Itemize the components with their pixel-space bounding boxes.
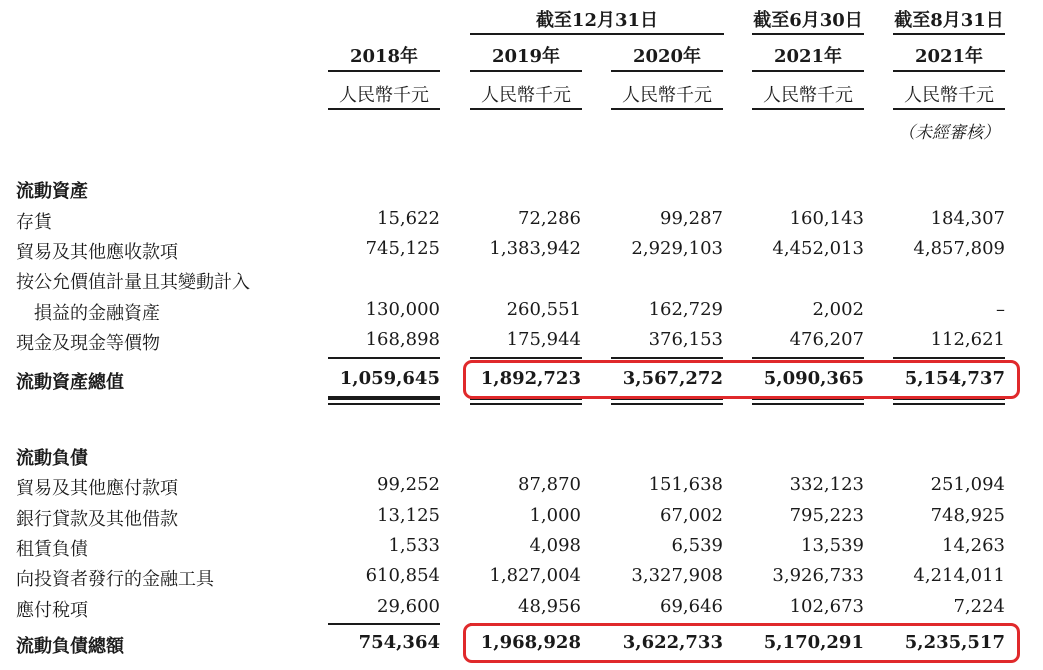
header-unit-2021-jun: 人民幣千元	[763, 85, 853, 106]
row-label-bank-loans: 銀行貸款及其他借款	[16, 509, 178, 530]
header-year-2020: 2020年	[632, 46, 702, 67]
row-label-trade-receivables: 貿易及其他應收款項	[16, 242, 178, 263]
year-underline-2021-jun	[752, 70, 864, 72]
cell: 4,214,011	[913, 565, 1005, 586]
cell: 2,002	[812, 299, 864, 320]
total-cell: 1,968,928	[480, 632, 581, 653]
cell: 99,287	[660, 208, 723, 229]
cell: 748,925	[930, 505, 1005, 526]
cell: 3,327,908	[631, 565, 723, 586]
row-label-total-current-liabilities: 流動負債總額	[16, 636, 124, 657]
row-label-inventories: 存貨	[16, 212, 52, 233]
header-year-2021-aug: 2021年	[914, 46, 984, 67]
header-group-jun30: 截至6月30日	[753, 10, 863, 31]
cell: 1,533	[388, 535, 440, 556]
cell: –	[996, 299, 1005, 320]
cell: 48,956	[518, 596, 581, 617]
total-cell: 5,170,291	[763, 632, 864, 653]
cell: 175,944	[506, 329, 581, 350]
cell: 69,646	[660, 596, 723, 617]
cell: 251,094	[930, 474, 1005, 495]
cell: 2,929,103	[631, 238, 723, 259]
cell: 112,621	[930, 329, 1005, 350]
year-underline-2018	[328, 70, 440, 72]
rule	[752, 357, 864, 359]
cell: 3,926,733	[772, 565, 864, 586]
header-year-2021-jun: 2021年	[773, 46, 843, 67]
total-cell: 1,059,645	[339, 368, 440, 389]
header-unit-2018: 人民幣千元	[339, 85, 429, 106]
row-label-cash: 現金及現金等價物	[16, 333, 160, 354]
rule	[328, 357, 440, 359]
cell: 130,000	[365, 299, 440, 320]
row-label-tax-payable: 應付稅項	[16, 600, 88, 621]
year-underline-2019	[470, 70, 582, 72]
cell: 72,286	[518, 208, 581, 229]
unit-underline-2021-jun	[752, 108, 864, 110]
rule	[470, 357, 582, 359]
double-rule	[893, 403, 1005, 405]
header-group-jun30-underline	[752, 33, 864, 35]
row-label-total-current-assets: 流動資產總值	[16, 372, 124, 393]
cell: 745,125	[365, 238, 440, 259]
cell: 332,123	[789, 474, 864, 495]
cell: 6,539	[671, 535, 723, 556]
cell: 610,854	[365, 565, 440, 586]
total-cell: 3,622,733	[622, 632, 723, 653]
year-underline-2021-aug	[893, 70, 1005, 72]
cell: 13,125	[377, 505, 440, 526]
rule	[328, 623, 440, 625]
section-title-current-assets: 流動資產	[16, 181, 88, 202]
unit-underline-2021-aug	[893, 108, 1005, 110]
rule	[893, 357, 1005, 359]
cell: 160,143	[789, 208, 864, 229]
cell: 67,002	[660, 505, 723, 526]
header-year-2018: 2018年	[349, 46, 419, 67]
cell: 1,000	[529, 505, 581, 526]
cell: 162,729	[648, 299, 723, 320]
header-unit-2021-aug: 人民幣千元	[904, 85, 994, 106]
unit-underline-2019	[470, 108, 582, 110]
section-title-current-liabilities: 流動負債	[16, 448, 88, 469]
highlight-box-total-assets	[463, 360, 1020, 399]
year-underline-2020	[611, 70, 723, 72]
row-label-investor-instruments: 向投資者發行的金融工具	[16, 569, 214, 590]
header-group-aug31: 截至8月31日	[894, 10, 1004, 31]
total-cell: 5,235,517	[904, 632, 1005, 653]
cell: 7,224	[953, 596, 1005, 617]
total-cell: 5,154,737	[904, 368, 1005, 389]
total-cell: 3,567,272	[622, 368, 723, 389]
cell: 476,207	[789, 329, 864, 350]
cell: 87,870	[518, 474, 581, 495]
highlight-box-total-liabilities	[463, 623, 1020, 663]
row-label-trade-payables: 貿易及其他應付款項	[16, 478, 178, 499]
row-label-fvtpl-line1: 按公允價值計量且其變動計入	[16, 272, 250, 293]
header-group-dec31: 截至12月31日	[535, 10, 659, 31]
double-rule-thin	[328, 403, 440, 405]
total-cell: 5,090,365	[763, 368, 864, 389]
cell: 13,539	[801, 535, 864, 556]
unit-underline-2018	[328, 108, 440, 110]
header-unit-2019: 人民幣千元	[481, 85, 571, 106]
rule	[611, 357, 723, 359]
cell: 99,252	[377, 474, 440, 495]
cell: 260,551	[506, 299, 581, 320]
header-unit-2020: 人民幣千元	[622, 85, 712, 106]
header-year-2019: 2019年	[491, 46, 561, 67]
header-group-dec31-underline	[470, 33, 724, 35]
cell: 184,307	[930, 208, 1005, 229]
cell: 4,857,809	[913, 238, 1005, 259]
row-label-lease-liabilities: 租賃負債	[16, 539, 88, 560]
double-rule-thick	[328, 396, 440, 400]
cell: 1,827,004	[489, 565, 581, 586]
cell: 168,898	[365, 329, 440, 350]
row-label-fvtpl-line2: 損益的金融資產	[34, 303, 160, 324]
cell: 151,638	[648, 474, 723, 495]
cell: 376,153	[648, 329, 723, 350]
cell: 15,622	[377, 208, 440, 229]
unit-underline-2020	[611, 108, 723, 110]
cell: 4,098	[529, 535, 581, 556]
header-group-aug31-underline	[893, 33, 1005, 35]
cell: 14,263	[942, 535, 1005, 556]
cell: 4,452,013	[772, 238, 864, 259]
cell: 102,673	[789, 596, 864, 617]
cell: 29,600	[377, 596, 440, 617]
cell: 795,223	[789, 505, 864, 526]
double-rule	[752, 403, 864, 405]
total-cell: 754,364	[358, 632, 440, 653]
double-rule	[611, 403, 723, 405]
cell: 1,383,942	[489, 238, 581, 259]
total-cell: 1,892,723	[480, 368, 581, 389]
double-rule	[470, 403, 582, 405]
header-unaudited: （未經審核）	[898, 123, 1000, 143]
